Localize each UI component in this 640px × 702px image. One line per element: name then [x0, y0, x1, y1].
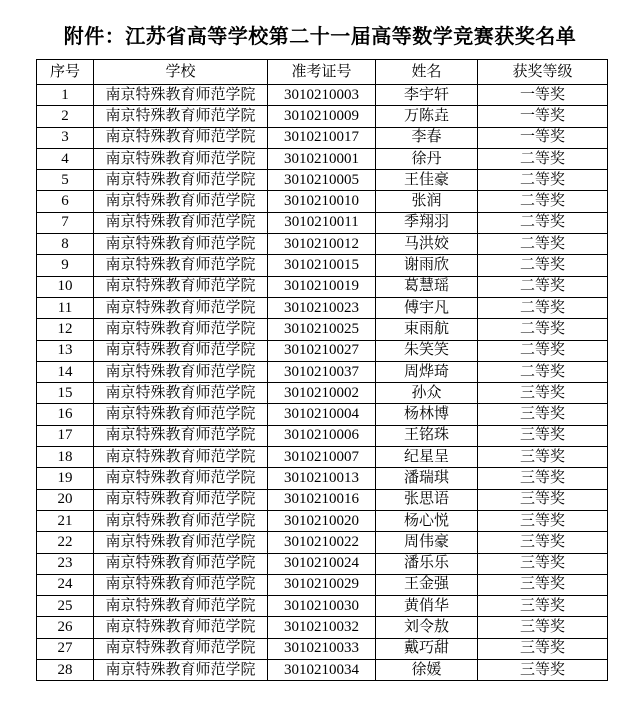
cell-award: 三等奖 — [478, 574, 608, 595]
cell-award: 一等奖 — [478, 127, 608, 148]
cell-ticket: 3010210033 — [268, 638, 376, 659]
cell-name: 徐媛 — [376, 660, 478, 681]
cell-award: 三等奖 — [478, 553, 608, 574]
cell-school: 南京特殊教育师范学院 — [94, 170, 268, 191]
cell-name: 王金强 — [376, 574, 478, 595]
cell-index: 23 — [37, 553, 94, 574]
cell-index: 5 — [37, 170, 94, 191]
cell-school: 南京特殊教育师范学院 — [94, 510, 268, 531]
cell-name: 谢雨欣 — [376, 255, 478, 276]
col-header-index: 序号 — [37, 60, 94, 85]
cell-name: 李春 — [376, 127, 478, 148]
cell-award: 三等奖 — [478, 617, 608, 638]
award-table-body — [37, 85, 608, 681]
cell-name: 李宇轩 — [376, 85, 478, 106]
cell-name: 张润 — [376, 191, 478, 212]
cell-index: 17 — [37, 425, 94, 446]
cell-name: 戴巧甜 — [376, 638, 478, 659]
cell-ticket: 3010210005 — [268, 170, 376, 191]
table-row — [37, 340, 608, 361]
cell-school: 南京特殊教育师范学院 — [94, 425, 268, 446]
cell-name: 张思语 — [376, 489, 478, 510]
cell-index: 1 — [37, 85, 94, 106]
table-row — [37, 148, 608, 169]
cell-index: 16 — [37, 404, 94, 425]
cell-award: 三等奖 — [478, 660, 608, 681]
cell-index: 21 — [37, 510, 94, 531]
cell-award: 二等奖 — [478, 276, 608, 297]
table-row — [37, 127, 608, 148]
award-table — [36, 59, 608, 681]
cell-ticket: 3010210006 — [268, 425, 376, 446]
cell-ticket: 3010210001 — [268, 148, 376, 169]
cell-index: 19 — [37, 468, 94, 489]
cell-ticket: 3010210034 — [268, 660, 376, 681]
cell-name: 王佳豪 — [376, 170, 478, 191]
cell-ticket: 3010210029 — [268, 574, 376, 595]
cell-name: 孙众 — [376, 383, 478, 404]
cell-ticket: 3010210010 — [268, 191, 376, 212]
cell-award: 一等奖 — [478, 85, 608, 106]
col-header-name: 姓名 — [376, 60, 478, 85]
cell-index: 13 — [37, 340, 94, 361]
cell-school: 南京特殊教育师范学院 — [94, 660, 268, 681]
table-row — [37, 574, 608, 595]
cell-school: 南京特殊教育师范学院 — [94, 340, 268, 361]
cell-ticket: 3010210024 — [268, 553, 376, 574]
table-row — [37, 383, 608, 404]
cell-school: 南京特殊教育师范学院 — [94, 85, 268, 106]
table-row — [37, 510, 608, 531]
cell-index: 20 — [37, 489, 94, 510]
cell-name: 周伟豪 — [376, 532, 478, 553]
table-row — [37, 660, 608, 681]
cell-school: 南京特殊教育师范学院 — [94, 255, 268, 276]
table-row — [37, 85, 608, 106]
table-row — [37, 638, 608, 659]
cell-index: 2 — [37, 106, 94, 127]
cell-award: 三等奖 — [478, 532, 608, 553]
cell-ticket: 3010210009 — [268, 106, 376, 127]
cell-award: 二等奖 — [478, 297, 608, 318]
cell-name: 季翔羽 — [376, 212, 478, 233]
cell-name: 葛慧瑶 — [376, 276, 478, 297]
table-row — [37, 447, 608, 468]
cell-index: 22 — [37, 532, 94, 553]
cell-school: 南京特殊教育师范学院 — [94, 127, 268, 148]
cell-index: 8 — [37, 234, 94, 255]
cell-award: 三等奖 — [478, 510, 608, 531]
table-row — [37, 191, 608, 212]
cell-name: 王铭珠 — [376, 425, 478, 446]
cell-ticket: 3010210027 — [268, 340, 376, 361]
cell-school: 南京特殊教育师范学院 — [94, 319, 268, 340]
cell-name: 杨心悦 — [376, 510, 478, 531]
cell-ticket: 3010210025 — [268, 319, 376, 340]
cell-school: 南京特殊教育师范学院 — [94, 361, 268, 382]
cell-index: 18 — [37, 447, 94, 468]
cell-school: 南京特殊教育师范学院 — [94, 383, 268, 404]
cell-name: 黄俏华 — [376, 596, 478, 617]
page-title: 附件：江苏省高等学校第二十一届高等数学竞赛获奖名单 — [63, 26, 577, 48]
cell-school: 南京特殊教育师范学院 — [94, 638, 268, 659]
table-row — [37, 532, 608, 553]
cell-name: 万陈垚 — [376, 106, 478, 127]
cell-name: 束雨航 — [376, 319, 478, 340]
cell-school: 南京特殊教育师范学院 — [94, 234, 268, 255]
cell-award: 一等奖 — [478, 106, 608, 127]
table-row — [37, 297, 608, 318]
cell-ticket: 3010210011 — [268, 212, 376, 233]
cell-name: 潘瑞琪 — [376, 468, 478, 489]
cell-name: 杨林博 — [376, 404, 478, 425]
table-row — [37, 468, 608, 489]
col-header-school: 学校 — [94, 60, 268, 85]
cell-name: 徐丹 — [376, 148, 478, 169]
cell-ticket: 3010210012 — [268, 234, 376, 255]
table-row — [37, 489, 608, 510]
cell-school: 南京特殊教育师范学院 — [94, 617, 268, 638]
cell-award: 二等奖 — [478, 255, 608, 276]
header-row — [37, 60, 608, 85]
cell-name: 潘乐乐 — [376, 553, 478, 574]
cell-school: 南京特殊教育师范学院 — [94, 447, 268, 468]
cell-index: 9 — [37, 255, 94, 276]
cell-school: 南京特殊教育师范学院 — [94, 596, 268, 617]
cell-ticket: 3010210023 — [268, 297, 376, 318]
cell-ticket: 3010210007 — [268, 447, 376, 468]
cell-school: 南京特殊教育师范学院 — [94, 574, 268, 595]
cell-school: 南京特殊教育师范学院 — [94, 106, 268, 127]
cell-school: 南京特殊教育师范学院 — [94, 212, 268, 233]
cell-name: 刘令敖 — [376, 617, 478, 638]
cell-award: 二等奖 — [478, 148, 608, 169]
cell-index: 28 — [37, 660, 94, 681]
cell-name: 周烨琦 — [376, 361, 478, 382]
table-row — [37, 553, 608, 574]
cell-award: 二等奖 — [478, 191, 608, 212]
cell-award: 三等奖 — [478, 404, 608, 425]
cell-award: 二等奖 — [478, 361, 608, 382]
cell-award: 二等奖 — [478, 212, 608, 233]
cell-ticket: 3010210019 — [268, 276, 376, 297]
cell-school: 南京特殊教育师范学院 — [94, 468, 268, 489]
table-row — [37, 170, 608, 191]
col-header-award: 获奖等级 — [478, 60, 608, 85]
cell-award: 三等奖 — [478, 596, 608, 617]
cell-award: 三等奖 — [478, 383, 608, 404]
cell-school: 南京特殊教育师范学院 — [94, 489, 268, 510]
cell-ticket: 3010210020 — [268, 510, 376, 531]
cell-school: 南京特殊教育师范学院 — [94, 404, 268, 425]
cell-ticket: 3010210004 — [268, 404, 376, 425]
cell-award: 二等奖 — [478, 234, 608, 255]
cell-award: 三等奖 — [478, 468, 608, 489]
table-row — [37, 361, 608, 382]
cell-index: 6 — [37, 191, 94, 212]
cell-index: 27 — [37, 638, 94, 659]
cell-ticket: 3010210017 — [268, 127, 376, 148]
cell-award: 三等奖 — [478, 425, 608, 446]
cell-name: 朱笑笑 — [376, 340, 478, 361]
cell-ticket: 3010210013 — [268, 468, 376, 489]
cell-school: 南京特殊教育师范学院 — [94, 553, 268, 574]
cell-ticket: 3010210002 — [268, 383, 376, 404]
table-row — [37, 596, 608, 617]
cell-ticket: 3010210003 — [268, 85, 376, 106]
cell-index: 12 — [37, 319, 94, 340]
table-row — [37, 212, 608, 233]
cell-index: 25 — [37, 596, 94, 617]
cell-school: 南京特殊教育师范学院 — [94, 191, 268, 212]
table-row — [37, 425, 608, 446]
table-row — [37, 617, 608, 638]
cell-school: 南京特殊教育师范学院 — [94, 297, 268, 318]
cell-school: 南京特殊教育师范学院 — [94, 148, 268, 169]
cell-ticket: 3010210022 — [268, 532, 376, 553]
cell-award: 三等奖 — [478, 638, 608, 659]
cell-award: 二等奖 — [478, 319, 608, 340]
cell-index: 7 — [37, 212, 94, 233]
cell-name: 马洪姣 — [376, 234, 478, 255]
cell-index: 26 — [37, 617, 94, 638]
cell-index: 24 — [37, 574, 94, 595]
cell-award: 三等奖 — [478, 489, 608, 510]
cell-award: 二等奖 — [478, 170, 608, 191]
cell-index: 11 — [37, 297, 94, 318]
cell-name: 傅宇凡 — [376, 297, 478, 318]
cell-ticket: 3010210015 — [268, 255, 376, 276]
table-row — [37, 276, 608, 297]
cell-award: 三等奖 — [478, 447, 608, 468]
table-row — [37, 234, 608, 255]
table-row — [37, 319, 608, 340]
cell-ticket: 3010210016 — [268, 489, 376, 510]
cell-name: 纪星呈 — [376, 447, 478, 468]
col-header-ticket: 准考证号 — [268, 60, 376, 85]
cell-index: 14 — [37, 361, 94, 382]
cell-award: 二等奖 — [478, 340, 608, 361]
cell-index: 10 — [37, 276, 94, 297]
cell-ticket: 3010210032 — [268, 617, 376, 638]
cell-ticket: 3010210037 — [268, 361, 376, 382]
table-row — [37, 404, 608, 425]
cell-index: 3 — [37, 127, 94, 148]
table-row — [37, 106, 608, 127]
award-table-header — [37, 60, 608, 85]
cell-school: 南京特殊教育师范学院 — [94, 532, 268, 553]
cell-school: 南京特殊教育师范学院 — [94, 276, 268, 297]
cell-index: 4 — [37, 148, 94, 169]
table-row — [37, 255, 608, 276]
cell-index: 15 — [37, 383, 94, 404]
cell-ticket: 3010210030 — [268, 596, 376, 617]
